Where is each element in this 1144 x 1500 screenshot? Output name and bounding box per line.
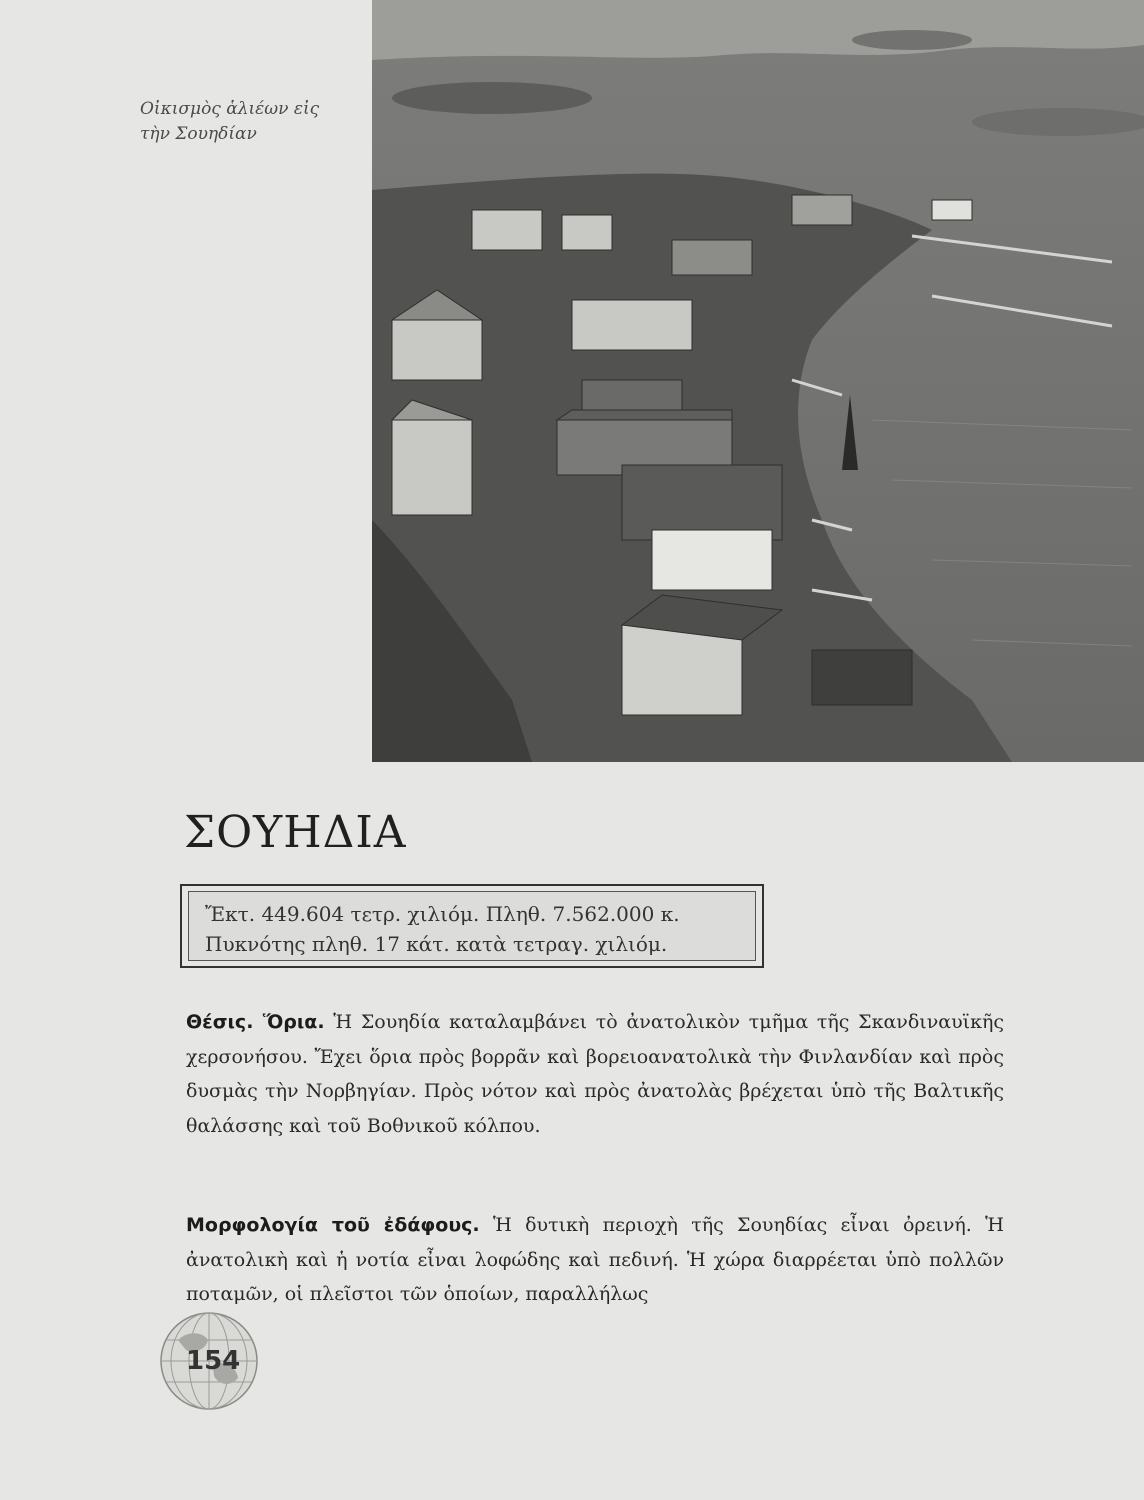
stats-density: Πυκνότης πληθ. 17 κάτ. κατὰ τετραγ. χιλιόμ.	[205, 932, 668, 956]
stats-area-population: Ἔκτ. 449.604 τετρ. χιλιόμ. Πληθ. 7.562.000 κ.	[205, 902, 680, 926]
section-heading: Μορφολογία τοῦ ἐδάφους.	[186, 1214, 480, 1236]
page-number: 154	[186, 1346, 241, 1376]
photo-caption: Οἰκισμὸς ἁλιέων εἰς τὴν Σουηδίαν	[140, 99, 320, 144]
section-text: Ἡ Σουηδία καταλαμβάνει τὸ ἀνατολικὸν τμῆμα τῆς Σκανδιναυϊκῆς χερσονήσου. Ἔχει ὅρια πρὸς βορρᾶν καὶ βορειοανατολικὰ τὴν Φινλανδίαν καὶ πρὸς δυσμὰς τὴν Νορβηγίαν. Πρὸς νότον καὶ πρὸς ἀνατολὰς βρέχεται ὑπὸ τῆς Βαλτικῆς θαλάσσης καὶ τοῦ Βοθνικοῦ κόλπου.	[186, 1011, 1005, 1137]
section-position-borders	[186, 1005, 1004, 1143]
section-text: Ἡ δυτικὴ περιοχὴ τῆς Σουηδίας εἶναι ὀρεινή. Ἡ ἀνατολικὴ καὶ ἡ νοτία εἶναι λοφώδης καὶ πεδινή. Ἡ χώρα διαρρέεται ὑπὸ πολλῶν ποταμῶν, οἱ πλεῖστοι τῶν ὁποίων, παραλλήλως	[186, 1214, 1004, 1305]
page-number-globe	[158, 1310, 260, 1412]
section-terrain	[186, 1208, 1004, 1312]
statistics-box	[180, 884, 764, 968]
fishing-village-photo	[372, 0, 1144, 762]
section-heading: Θέσις. Ὅρια.	[186, 1011, 325, 1033]
page-title: ΣΟΥΗΔΙΑ	[184, 807, 407, 858]
